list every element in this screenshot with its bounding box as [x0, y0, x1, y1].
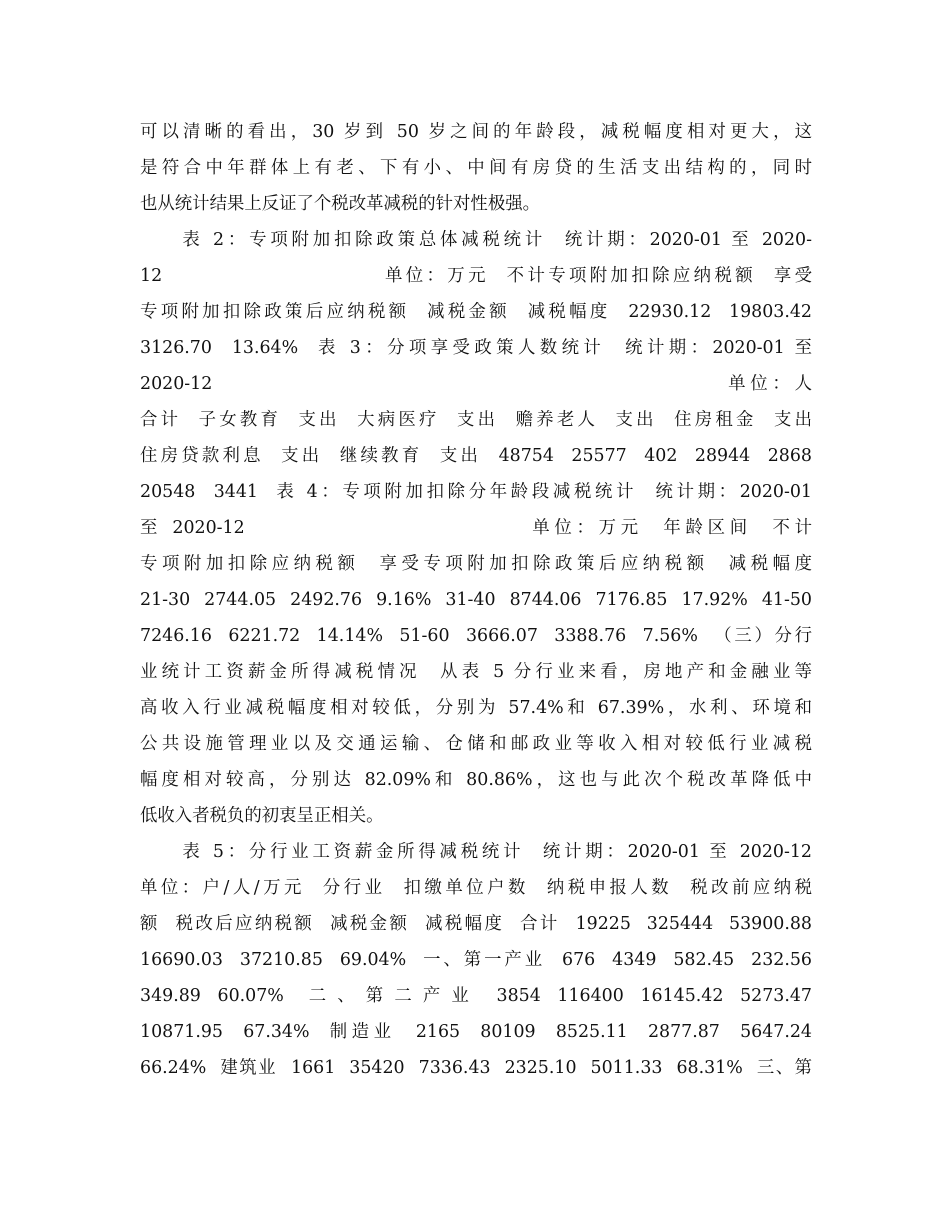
text-line: 单位：户/人/万元 分行业 扣缴单位户数 纳税申报人数 税改前应纳税 [140, 878, 812, 898]
text-line: 3126.70 13.64% 表 3：分项享受政策人数统计 统计期：2020-01 至 [140, 338, 812, 358]
text-line: 业统计工资薪金所得减税情况 从表 5 分行业来看，房地产和金融业等 [140, 662, 812, 682]
text-line: 66.24% 建筑业 1661 35420 7336.43 2325.10 5011.33 68.31% 三、第 [140, 1058, 812, 1078]
text-line: 也从统计结果上反证了个税改革减税的针对性极强。 [140, 194, 540, 214]
text-line: 至 2020-12 单位：万元 年龄区间 不计 [140, 518, 812, 538]
text-line: 20548 3441 表 4：专项附加扣除分年龄段减税统计 统计期：2020-01 [140, 482, 812, 502]
text-line: 幅度相对较高，分别达 82.09%和 80.86%，这也与此次个税改革降低中 [140, 770, 812, 790]
text-line: 低收入者税负的初衷呈正相关。 [140, 806, 384, 826]
text-line: 公共设施管理业以及交通运输、仓储和邮政业等收入相对较低行业减税 [140, 734, 812, 754]
text-line: 额 税改后应纳税额 减税金额 减税幅度 合计 19225 325444 53900.88 [140, 914, 812, 934]
text-line: 表 5：分行业工资薪金所得减税统计 统计期：2020-01 至 2020-12 [140, 842, 812, 862]
text-line: 专项附加扣除应纳税额 享受专项附加扣除政策后应纳税额 减税幅度 [140, 554, 812, 574]
text-line: 专项附加扣除政策后应纳税额 减税金额 减税幅度 22930.12 19803.42 [140, 302, 812, 322]
text-line: 是符合中年群体上有老、下有小、中间有房贷的生活支出结构的，同时 [140, 158, 812, 178]
text-line: 12 单位：万元 不计专项附加扣除应纳税额 享受 [140, 266, 812, 286]
text-line: 349.89 60.07% 二 、 第 二 产 业 3854 116400 16145.42 5273.47 [140, 986, 812, 1006]
text-line: 合计 子女教育 支出 大病医疗 支出 赡养老人 支出 住房租金 支出 [140, 410, 812, 430]
text-line: 表 2：专项附加扣除政策总体减税统计 统计期：2020-01 至 2020- [140, 230, 812, 250]
text-line: 2020-12 单位：人 [140, 374, 812, 394]
text-line: 可以清晰的看出，30 岁到 50 岁之间的年龄段，减税幅度相对更大，这 [140, 122, 812, 142]
text-line: 16690.03 37210.85 69.04% 一、第一产业 676 4349 582.45 232.56 [140, 950, 812, 970]
document-body [140, 114, 812, 1086]
text-line: 10871.95 67.34% 制造业 2165 80109 8525.11 2877.87 5647.24 [140, 1022, 812, 1042]
text-line: 21-30 2744.05 2492.76 9.16% 31-40 8744.06 7176.85 17.92% 41-50 [140, 590, 812, 610]
text-line: 高收入行业减税幅度相对较低，分别为 57.4%和 67.39%，水利、环境和 [140, 698, 812, 718]
text-line: 住房贷款利息 支出 继续教育 支出 48754 25577 402 28944 2868 [140, 446, 812, 466]
text-line: 7246.16 6221.72 14.14% 51-60 3666.07 3388.76 7.56% （三）分行 [140, 626, 812, 646]
